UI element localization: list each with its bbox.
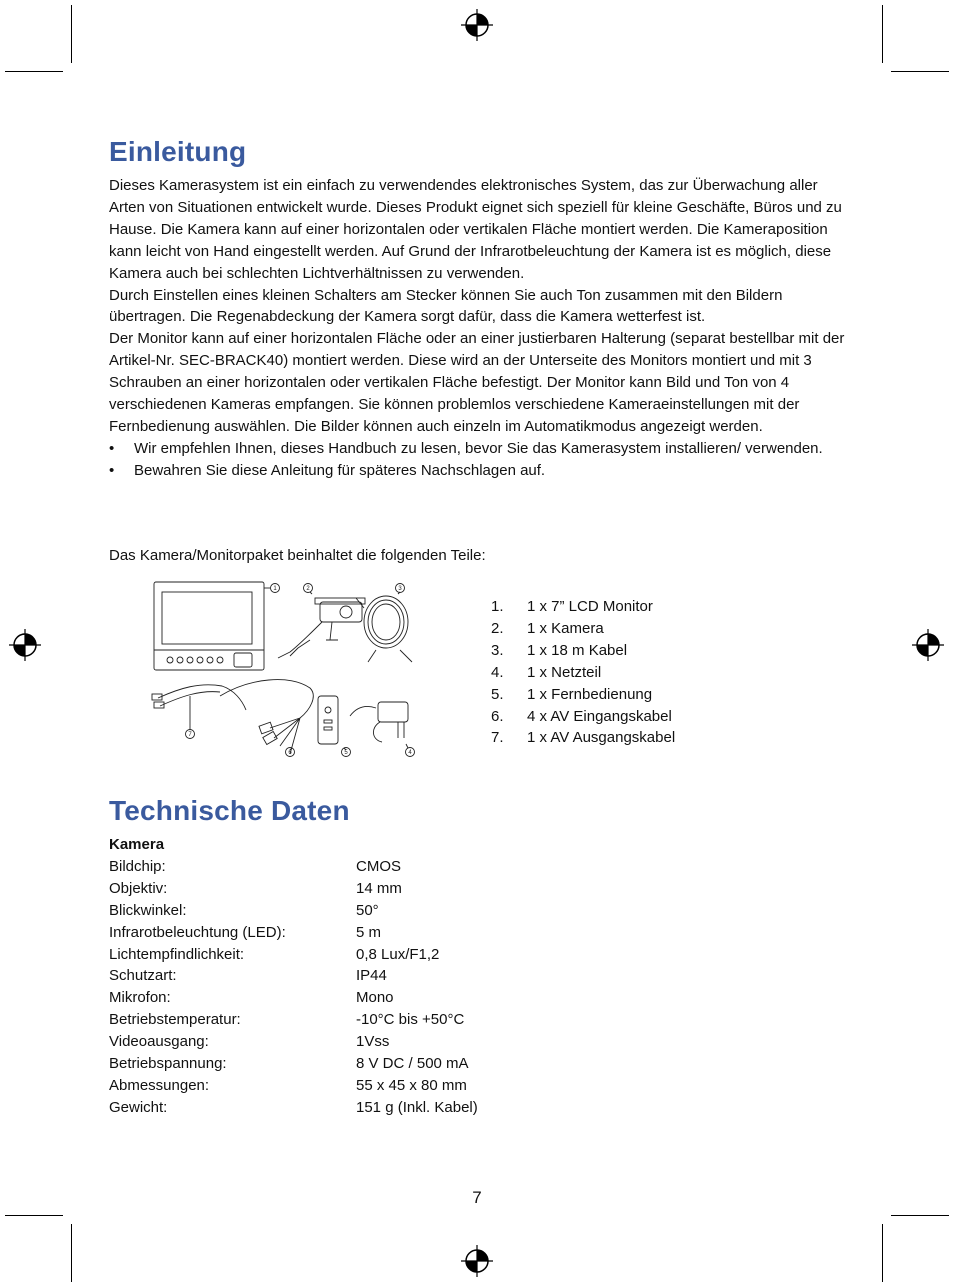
- list-item: [491, 640, 675, 662]
- item-number: 6.: [491, 707, 504, 725]
- item-text: 1 x 7” LCD Monitor: [527, 598, 653, 615]
- list-item: [491, 618, 675, 640]
- spec-key: Abmessungen:: [109, 1076, 210, 1094]
- crop-mark: [891, 71, 949, 72]
- section-title-tech: Technische Daten: [109, 795, 350, 826]
- bullet-icon: •: [109, 461, 115, 479]
- registration-mark-icon: [460, 1244, 494, 1278]
- bullet-text: Bewahren Sie diese Anleitung für späteres Nachschlagen auf.: [134, 461, 546, 479]
- item-number: 7.: [491, 729, 504, 747]
- callout-label: 3: [398, 586, 402, 593]
- callout-label: 1: [273, 586, 277, 593]
- crop-mark: [882, 5, 883, 63]
- camera-icon: [278, 598, 365, 658]
- item-text: 4 x AV Eingangskabel: [527, 707, 672, 725]
- spec-table: [109, 834, 478, 1119]
- table-row: [109, 987, 478, 1009]
- spec-value: 8 V DC / 500 mA: [356, 1055, 469, 1073]
- spec-key: Infrarotbeleuchtung (LED):: [109, 923, 286, 941]
- spec-key: Blickwinkel:: [109, 901, 187, 919]
- spec-value: CMOS: [356, 857, 401, 875]
- crop-mark: [5, 71, 63, 72]
- bullet-text: Wir empfehlen Ihnen, dieses Handbuch zu lesen, bevor Sie das Kamerasystem installieren/ verwenden.: [134, 439, 823, 457]
- intro-paragraph: Der Monitor kann auf einer horizontalen Fläche oder an einer justierbaren Halterung (separat bestellbar mit der Artikel-Nr. SEC-BRACK40) montiert werden. Diese wird an der Unterseite des Monitors montiert und mit 3 Schrauben an einer horizontalen oder vertikalen Fläche befestigt. Der Monitor kann Bild und Ton von 4 verschiedenen Kameras empfangen. Sie können problemlos verschiedene Kameraeinstellungen mit der Fernbedienung auswählen. Die Bilder können auch einzeln im Automatikmodus angezeigt werden.: [109, 330, 845, 435]
- callout-label: 2: [306, 586, 310, 593]
- list-item: [491, 706, 675, 728]
- monitor-icon: [154, 582, 264, 670]
- list-item: [109, 460, 854, 482]
- list-item: [491, 596, 675, 618]
- spec-value: 5 m: [356, 923, 382, 941]
- callout-label: 4: [408, 750, 412, 757]
- list-item: [109, 438, 854, 460]
- table-row: [109, 922, 478, 944]
- callout-label: 6: [288, 750, 292, 757]
- crop-mark: [71, 5, 72, 63]
- item-text: 1 x Fernbedienung: [527, 685, 653, 703]
- registration-mark-icon: [911, 628, 945, 662]
- item-text: 1 x 18 m Kabel: [527, 641, 628, 659]
- crop-mark: [891, 1215, 949, 1216]
- spec-value: 1Vss: [356, 1033, 390, 1051]
- item-number: 2.: [491, 619, 504, 637]
- intro-body: [109, 175, 854, 482]
- table-row: [109, 1075, 478, 1097]
- package-lead: Das Kamera/Monitorpaket beinhaltet die folgenden Teile:: [109, 547, 486, 564]
- spec-key: Gewicht:: [109, 1098, 168, 1116]
- spec-key: Betriebspannung:: [109, 1055, 227, 1073]
- bullet-icon: •: [109, 439, 115, 457]
- spec-key: Objektiv:: [109, 879, 168, 897]
- item-number: 5.: [491, 685, 504, 703]
- registration-mark-icon: [460, 8, 494, 42]
- table-row: [109, 900, 478, 922]
- spec-section-heading: Kamera: [109, 836, 165, 853]
- spec-key: Videoausgang:: [109, 1033, 209, 1051]
- page-number: [0, 1188, 954, 1208]
- callout-label: 5: [344, 750, 348, 757]
- table-row: [109, 1031, 478, 1053]
- parts-list: [491, 596, 675, 749]
- package-contents-illustration: [150, 578, 418, 762]
- spec-value: -10°C bis +50°C: [356, 1011, 465, 1029]
- crop-mark: [882, 1224, 883, 1282]
- spec-value: 0,8 Lux/F1,2: [356, 945, 440, 963]
- callout-label: 7: [188, 732, 192, 739]
- intro-paragraph: Durch Einstellen eines kleinen Schalters am Stecker können Sie auch Ton zusammen mit den Bildern übertragen. Die Regenabdeckung der Kamera sorgt dafür, dass die Kamera wetterfest ist.: [109, 286, 783, 326]
- table-row: [109, 1053, 478, 1075]
- table-row: [109, 1097, 478, 1119]
- spec-key: Bildchip:: [109, 857, 166, 875]
- table-row: [109, 878, 478, 900]
- spec-value: IP44: [356, 967, 387, 985]
- item-text: 1 x Kamera: [527, 619, 604, 637]
- item-number: 1.: [491, 598, 504, 615]
- list-item: [491, 662, 675, 684]
- table-row: [109, 1009, 478, 1031]
- list-item: [491, 727, 675, 749]
- list-item: [491, 684, 675, 706]
- spec-value: 55 x 45 x 80 mm: [356, 1076, 467, 1094]
- cable-coil-icon: [356, 596, 412, 662]
- spec-key: Mikrofon:: [109, 989, 171, 1007]
- av-output-cable-icon: [152, 685, 246, 728]
- intro-paragraph: Dieses Kamerasystem ist ein einfach zu verwendendes elektronisches System, das zur Überwachung aller Arten von Situationen entwickelt wurde. Dieses Produkt eignet sich speziell für kleine Geschäfte, Büros und zu Hause. Die Kamera kann auf einer horizontalen oder vertikalen Fläche montiert werden. Die Kameraposition kann leicht von Hand eingestellt werden. Auf Grund der Infrarotbeleuchtung der Kamera ist es möglich, diese Kamera auch bei schlechten Lichtverhältnissen zu verwenden.: [109, 177, 842, 282]
- crop-mark: [71, 1224, 72, 1282]
- av-input-cable-icon: [220, 680, 313, 757]
- registration-mark-icon: [8, 628, 42, 662]
- crop-mark: [5, 1215, 63, 1216]
- spec-key: Lichtempfindlichkeit:: [109, 945, 245, 963]
- power-adapter-icon: [350, 702, 408, 742]
- spec-value: 151 g (Inkl. Kabel): [356, 1098, 478, 1116]
- spec-key: Betriebstemperatur:: [109, 1011, 241, 1029]
- item-text: 1 x AV Ausgangskabel: [527, 729, 676, 747]
- spec-value: 50°: [356, 901, 379, 919]
- table-row: [109, 944, 478, 966]
- item-text: 1 x Netzteil: [527, 663, 602, 681]
- table-row: [109, 856, 478, 878]
- intro-bullet-list: [109, 438, 854, 482]
- section-title-intro: Einleitung: [109, 136, 247, 167]
- item-number: 4.: [491, 663, 504, 681]
- table-row: [109, 965, 478, 987]
- spec-key: Schutzart:: [109, 967, 177, 985]
- spec-value: Mono: [356, 989, 394, 1007]
- item-number: 3.: [491, 641, 504, 659]
- spec-value: 14 mm: [356, 879, 402, 897]
- page-number-text: 7: [472, 1188, 482, 1207]
- remote-control-icon: [318, 696, 338, 744]
